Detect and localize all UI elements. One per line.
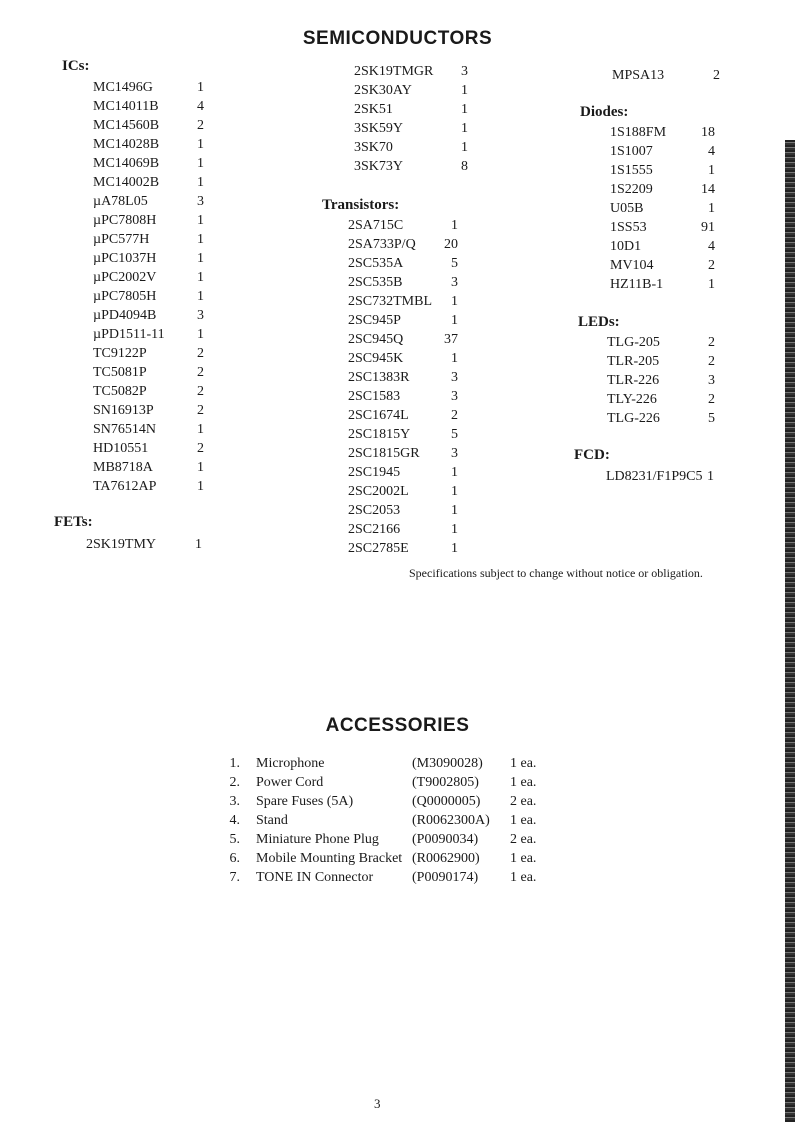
- part-quantity: 2: [451, 408, 458, 423]
- part-row: [93, 325, 233, 344]
- part-name: MPSA13: [612, 68, 665, 83]
- part-row: [348, 425, 488, 444]
- part-quantity: 1: [451, 522, 458, 537]
- transistors-list: [348, 216, 488, 558]
- accessory-count: 2 ea.: [510, 832, 537, 847]
- part-quantity: 3: [451, 446, 458, 461]
- part-row: [93, 439, 233, 458]
- part-row: [93, 287, 233, 306]
- part-quantity: 1: [195, 537, 202, 552]
- part-name: HD10551: [93, 441, 149, 456]
- part-row: [348, 349, 488, 368]
- ics-list: [93, 78, 233, 496]
- part-quantity: 5: [451, 427, 458, 442]
- part-name: 2SC1945: [348, 465, 401, 480]
- accessory-name: Miniature Phone Plug: [256, 832, 379, 847]
- part-row: [348, 444, 488, 463]
- accessory-name: Microphone: [256, 756, 325, 771]
- part-name: 2SC2002L: [348, 484, 409, 499]
- part-name: MC14028B: [93, 137, 160, 152]
- part-quantity: 37: [444, 332, 458, 347]
- accessory-name: Spare Fuses (5A): [256, 794, 354, 809]
- part-name: TA7612AP: [93, 479, 157, 494]
- part-name: TLG-205: [607, 335, 660, 350]
- part-name: MC1496G: [93, 80, 153, 95]
- part-row: [606, 467, 756, 486]
- accessory-number: 2.: [229, 775, 240, 790]
- part-quantity: 1: [197, 289, 204, 304]
- part-quantity: 3: [708, 373, 715, 388]
- part-row: [610, 275, 760, 294]
- part-row: [348, 539, 488, 558]
- part-name: µPD4094B: [93, 308, 157, 323]
- scanned-page-edge: [785, 140, 795, 1122]
- part-row: [610, 123, 760, 142]
- part-row: [348, 463, 488, 482]
- ics-heading: ICs:: [62, 58, 90, 74]
- part-name: 3SK73Y: [354, 159, 404, 174]
- part-row: [612, 66, 752, 85]
- accessory-number: 4.: [229, 813, 240, 828]
- part-row: [93, 173, 233, 192]
- part-quantity: 1: [708, 277, 715, 292]
- fcd-list: [606, 467, 756, 486]
- part-quantity: 2: [197, 118, 204, 133]
- part-name: 2SC1815GR: [348, 446, 420, 461]
- part-quantity: 2: [708, 354, 715, 369]
- part-row: [93, 344, 233, 363]
- accessory-number: 1.: [229, 756, 240, 771]
- part-quantity: 1: [707, 469, 714, 484]
- accessory-number: 6.: [229, 851, 240, 866]
- part-name: 2SC2785E: [348, 541, 409, 556]
- part-quantity: 1: [451, 484, 458, 499]
- part-row: [607, 333, 757, 352]
- part-row: [348, 501, 488, 520]
- fets-list-part1: [86, 535, 226, 554]
- part-row: [93, 477, 233, 496]
- part-quantity: 1: [451, 294, 458, 309]
- part-quantity: 2: [197, 441, 204, 456]
- part-name: HZ11B-1: [610, 277, 664, 292]
- accessory-row: [224, 830, 564, 849]
- accessory-number: 3.: [229, 794, 240, 809]
- accessory-row: [224, 754, 564, 773]
- part-name: MC14069B: [93, 156, 160, 171]
- part-quantity: 4: [708, 144, 715, 159]
- part-quantity: 1: [451, 218, 458, 233]
- part-row: [93, 154, 233, 173]
- part-row: [610, 199, 760, 218]
- part-name: µPD1511-11: [93, 327, 165, 342]
- part-row: [93, 401, 233, 420]
- part-name: 2SC945K: [348, 351, 404, 366]
- accessory-part-number: (P0090034): [412, 832, 479, 847]
- semiconductors-title: SEMICONDUCTORS: [302, 28, 493, 49]
- part-name: TC5081P: [93, 365, 147, 380]
- transistors-list-cont: [612, 66, 752, 85]
- part-quantity: 4: [708, 239, 715, 254]
- part-quantity: 18: [701, 125, 715, 140]
- part-row: [354, 81, 494, 100]
- part-quantity: 1: [197, 156, 204, 171]
- part-row: [348, 216, 488, 235]
- part-name: 10D1: [610, 239, 642, 254]
- part-row: [610, 237, 760, 256]
- part-name: 1S1555: [610, 163, 653, 178]
- part-quantity: 2: [713, 68, 720, 83]
- diodes-list: [610, 123, 760, 294]
- part-quantity: 1: [197, 213, 204, 228]
- part-row: [93, 306, 233, 325]
- part-row: [348, 482, 488, 501]
- accessory-name: Stand: [256, 813, 288, 828]
- leds-list: [607, 333, 757, 428]
- part-name: 2SC1383R: [348, 370, 410, 385]
- accessory-name: Power Cord: [256, 775, 324, 790]
- accessory-count: 1 ea.: [510, 775, 537, 790]
- part-row: [93, 268, 233, 287]
- part-name: TC9122P: [93, 346, 147, 361]
- part-quantity: 1: [451, 351, 458, 366]
- part-name: MV104: [610, 258, 654, 273]
- accessory-row: [224, 773, 564, 792]
- part-row: [348, 330, 488, 349]
- part-name: 2SC535A: [348, 256, 404, 271]
- accessory-count: 1 ea.: [510, 851, 537, 866]
- part-row: [348, 406, 488, 425]
- part-row: [93, 230, 233, 249]
- part-name: 2SC1815Y: [348, 427, 411, 442]
- part-row: [607, 371, 757, 390]
- page-number: 3: [374, 1096, 381, 1111]
- part-name: MB8718A: [93, 460, 153, 475]
- part-name: U05B: [610, 201, 644, 216]
- part-quantity: 1: [197, 175, 204, 190]
- part-name: 1S2209: [610, 182, 653, 197]
- part-quantity: 3: [451, 370, 458, 385]
- part-quantity: 1: [451, 541, 458, 556]
- accessory-part-number: (R0062900): [412, 851, 480, 866]
- part-quantity: 1: [461, 102, 468, 117]
- transistors-heading: Transistors:: [322, 197, 400, 213]
- accessory-part-number: (P0090174): [412, 870, 479, 885]
- accessory-part-number: (Q0000005): [412, 794, 481, 809]
- part-quantity: 1: [197, 232, 204, 247]
- part-quantity: 1: [451, 503, 458, 518]
- accessory-number: 5.: [229, 832, 240, 847]
- part-quantity: 1: [197, 80, 204, 95]
- part-name: 2SA715C: [348, 218, 404, 233]
- part-quantity: 2: [708, 335, 715, 350]
- accessory-row: [224, 811, 564, 830]
- part-name: 2SC945Q: [348, 332, 404, 347]
- part-name: TC5082P: [93, 384, 147, 399]
- part-row: [354, 138, 494, 157]
- part-name: 2SC1583: [348, 389, 401, 404]
- leds-heading: LEDs:: [578, 314, 620, 330]
- part-quantity: 91: [701, 220, 715, 235]
- part-quantity: 2: [708, 258, 715, 273]
- part-name: 2SK19TMY: [86, 537, 157, 552]
- part-row: [86, 535, 226, 554]
- part-quantity: 1: [197, 327, 204, 342]
- part-name: MC14011B: [93, 99, 159, 114]
- part-name: SN16913P: [93, 403, 154, 418]
- part-name: 2SK51: [354, 102, 393, 117]
- accessories-title: ACCESSORIES: [325, 715, 470, 736]
- part-quantity: 1: [461, 83, 468, 98]
- part-name: 2SK30AY: [354, 83, 412, 98]
- accessory-name: TONE IN Connector: [256, 870, 374, 885]
- part-row: [348, 520, 488, 539]
- part-row: [354, 157, 494, 176]
- accessory-part-number: (T9002805): [412, 775, 479, 790]
- part-quantity: 1: [708, 201, 715, 216]
- part-quantity: 8: [461, 159, 468, 174]
- part-row: [348, 292, 488, 311]
- part-name: 2SK19TMGR: [354, 64, 434, 79]
- part-row: [348, 368, 488, 387]
- part-quantity: 1: [197, 479, 204, 494]
- part-row: [610, 180, 760, 199]
- part-row: [93, 116, 233, 135]
- part-name: µPC7805H: [93, 289, 157, 304]
- part-quantity: 1: [451, 313, 458, 328]
- part-row: [610, 161, 760, 180]
- part-quantity: 1: [197, 422, 204, 437]
- part-quantity: 14: [701, 182, 715, 197]
- specifications-note: Specifications subject to change without notice or obligation.: [409, 566, 703, 580]
- accessory-count: 1 ea.: [510, 813, 537, 828]
- part-row: [93, 382, 233, 401]
- part-quantity: 3: [451, 389, 458, 404]
- accessory-name: Mobile Mounting Bracket: [256, 851, 403, 866]
- fets-list-part2: [354, 62, 494, 176]
- part-row: [607, 390, 757, 409]
- part-name: 2SC732TMBL: [348, 294, 433, 309]
- part-quantity: 1: [197, 270, 204, 285]
- part-name: 3SK70: [354, 140, 393, 155]
- part-quantity: 1: [461, 121, 468, 136]
- part-quantity: 4: [197, 99, 204, 114]
- part-row: [354, 119, 494, 138]
- part-name: TLY-226: [607, 392, 657, 407]
- part-name: 1SS53: [610, 220, 647, 235]
- accessory-count: 2 ea.: [510, 794, 537, 809]
- part-name: SN76514N: [93, 422, 157, 437]
- part-row: [93, 420, 233, 439]
- part-quantity: 1: [197, 460, 204, 475]
- part-row: [93, 97, 233, 116]
- accessory-number: 7.: [229, 870, 240, 885]
- accessory-part-number: (R0062300A): [412, 813, 490, 828]
- part-row: [607, 352, 757, 371]
- part-name: 1S188FM: [610, 125, 667, 140]
- part-row: [354, 100, 494, 119]
- part-row: [93, 458, 233, 477]
- part-name: µPC7808H: [93, 213, 157, 228]
- part-row: [348, 273, 488, 292]
- accessory-row: [224, 849, 564, 868]
- part-name: MC14560B: [93, 118, 160, 133]
- part-name: TLG-226: [607, 411, 660, 426]
- part-name: µPC577H: [93, 232, 150, 247]
- part-row: [607, 409, 757, 428]
- part-name: LD8231/F1P9C5: [606, 469, 703, 484]
- part-quantity: 3: [197, 308, 204, 323]
- part-quantity: 5: [708, 411, 715, 426]
- part-quantity: 1: [461, 140, 468, 155]
- part-quantity: 2: [197, 365, 204, 380]
- part-quantity: 1: [708, 163, 715, 178]
- part-row: [93, 249, 233, 268]
- part-quantity: 1: [451, 465, 458, 480]
- part-row: [348, 254, 488, 273]
- accessory-count: 1 ea.: [510, 756, 537, 771]
- part-row: [610, 256, 760, 275]
- part-name: 2SC2053: [348, 503, 401, 518]
- fets-heading: FETs:: [54, 514, 93, 530]
- part-quantity: 2: [708, 392, 715, 407]
- part-name: 2SA733P/Q: [348, 237, 416, 252]
- part-name: TLR-205: [607, 354, 660, 369]
- part-quantity: 2: [197, 346, 204, 361]
- part-row: [348, 311, 488, 330]
- accessory-row: [224, 792, 564, 811]
- part-quantity: 3: [197, 194, 204, 209]
- part-row: [610, 142, 760, 161]
- part-name: 2SC945P: [348, 313, 401, 328]
- part-name: 2SC1674L: [348, 408, 409, 423]
- part-quantity: 20: [444, 237, 458, 252]
- part-quantity: 2: [197, 384, 204, 399]
- part-row: [610, 218, 760, 237]
- part-row: [354, 62, 494, 81]
- part-name: 2SC535B: [348, 275, 403, 290]
- part-name: 1S1007: [610, 144, 653, 159]
- accessory-part-number: (M3090028): [412, 756, 483, 771]
- part-row: [93, 211, 233, 230]
- diodes-heading: Diodes:: [580, 104, 629, 120]
- part-row: [93, 363, 233, 382]
- part-row: [348, 235, 488, 254]
- part-name: MC14002B: [93, 175, 160, 190]
- part-name: 2SC2166: [348, 522, 401, 537]
- part-name: 3SK59Y: [354, 121, 404, 136]
- accessories-list: [224, 754, 564, 887]
- fcd-heading: FCD:: [574, 447, 610, 463]
- part-row: [348, 387, 488, 406]
- part-name: µPC2002V: [93, 270, 157, 285]
- part-row: [93, 78, 233, 97]
- part-quantity: 5: [451, 256, 458, 271]
- part-quantity: 3: [461, 64, 468, 79]
- part-row: [93, 135, 233, 154]
- accessory-count: 1 ea.: [510, 870, 537, 885]
- part-row: [93, 192, 233, 211]
- accessory-row: [224, 868, 564, 887]
- part-name: TLR-226: [607, 373, 660, 388]
- part-quantity: 3: [451, 275, 458, 290]
- part-quantity: 1: [197, 137, 204, 152]
- part-quantity: 2: [197, 403, 204, 418]
- part-name: µA78L05: [93, 194, 148, 209]
- part-name: µPC1037H: [93, 251, 157, 266]
- part-quantity: 1: [197, 251, 204, 266]
